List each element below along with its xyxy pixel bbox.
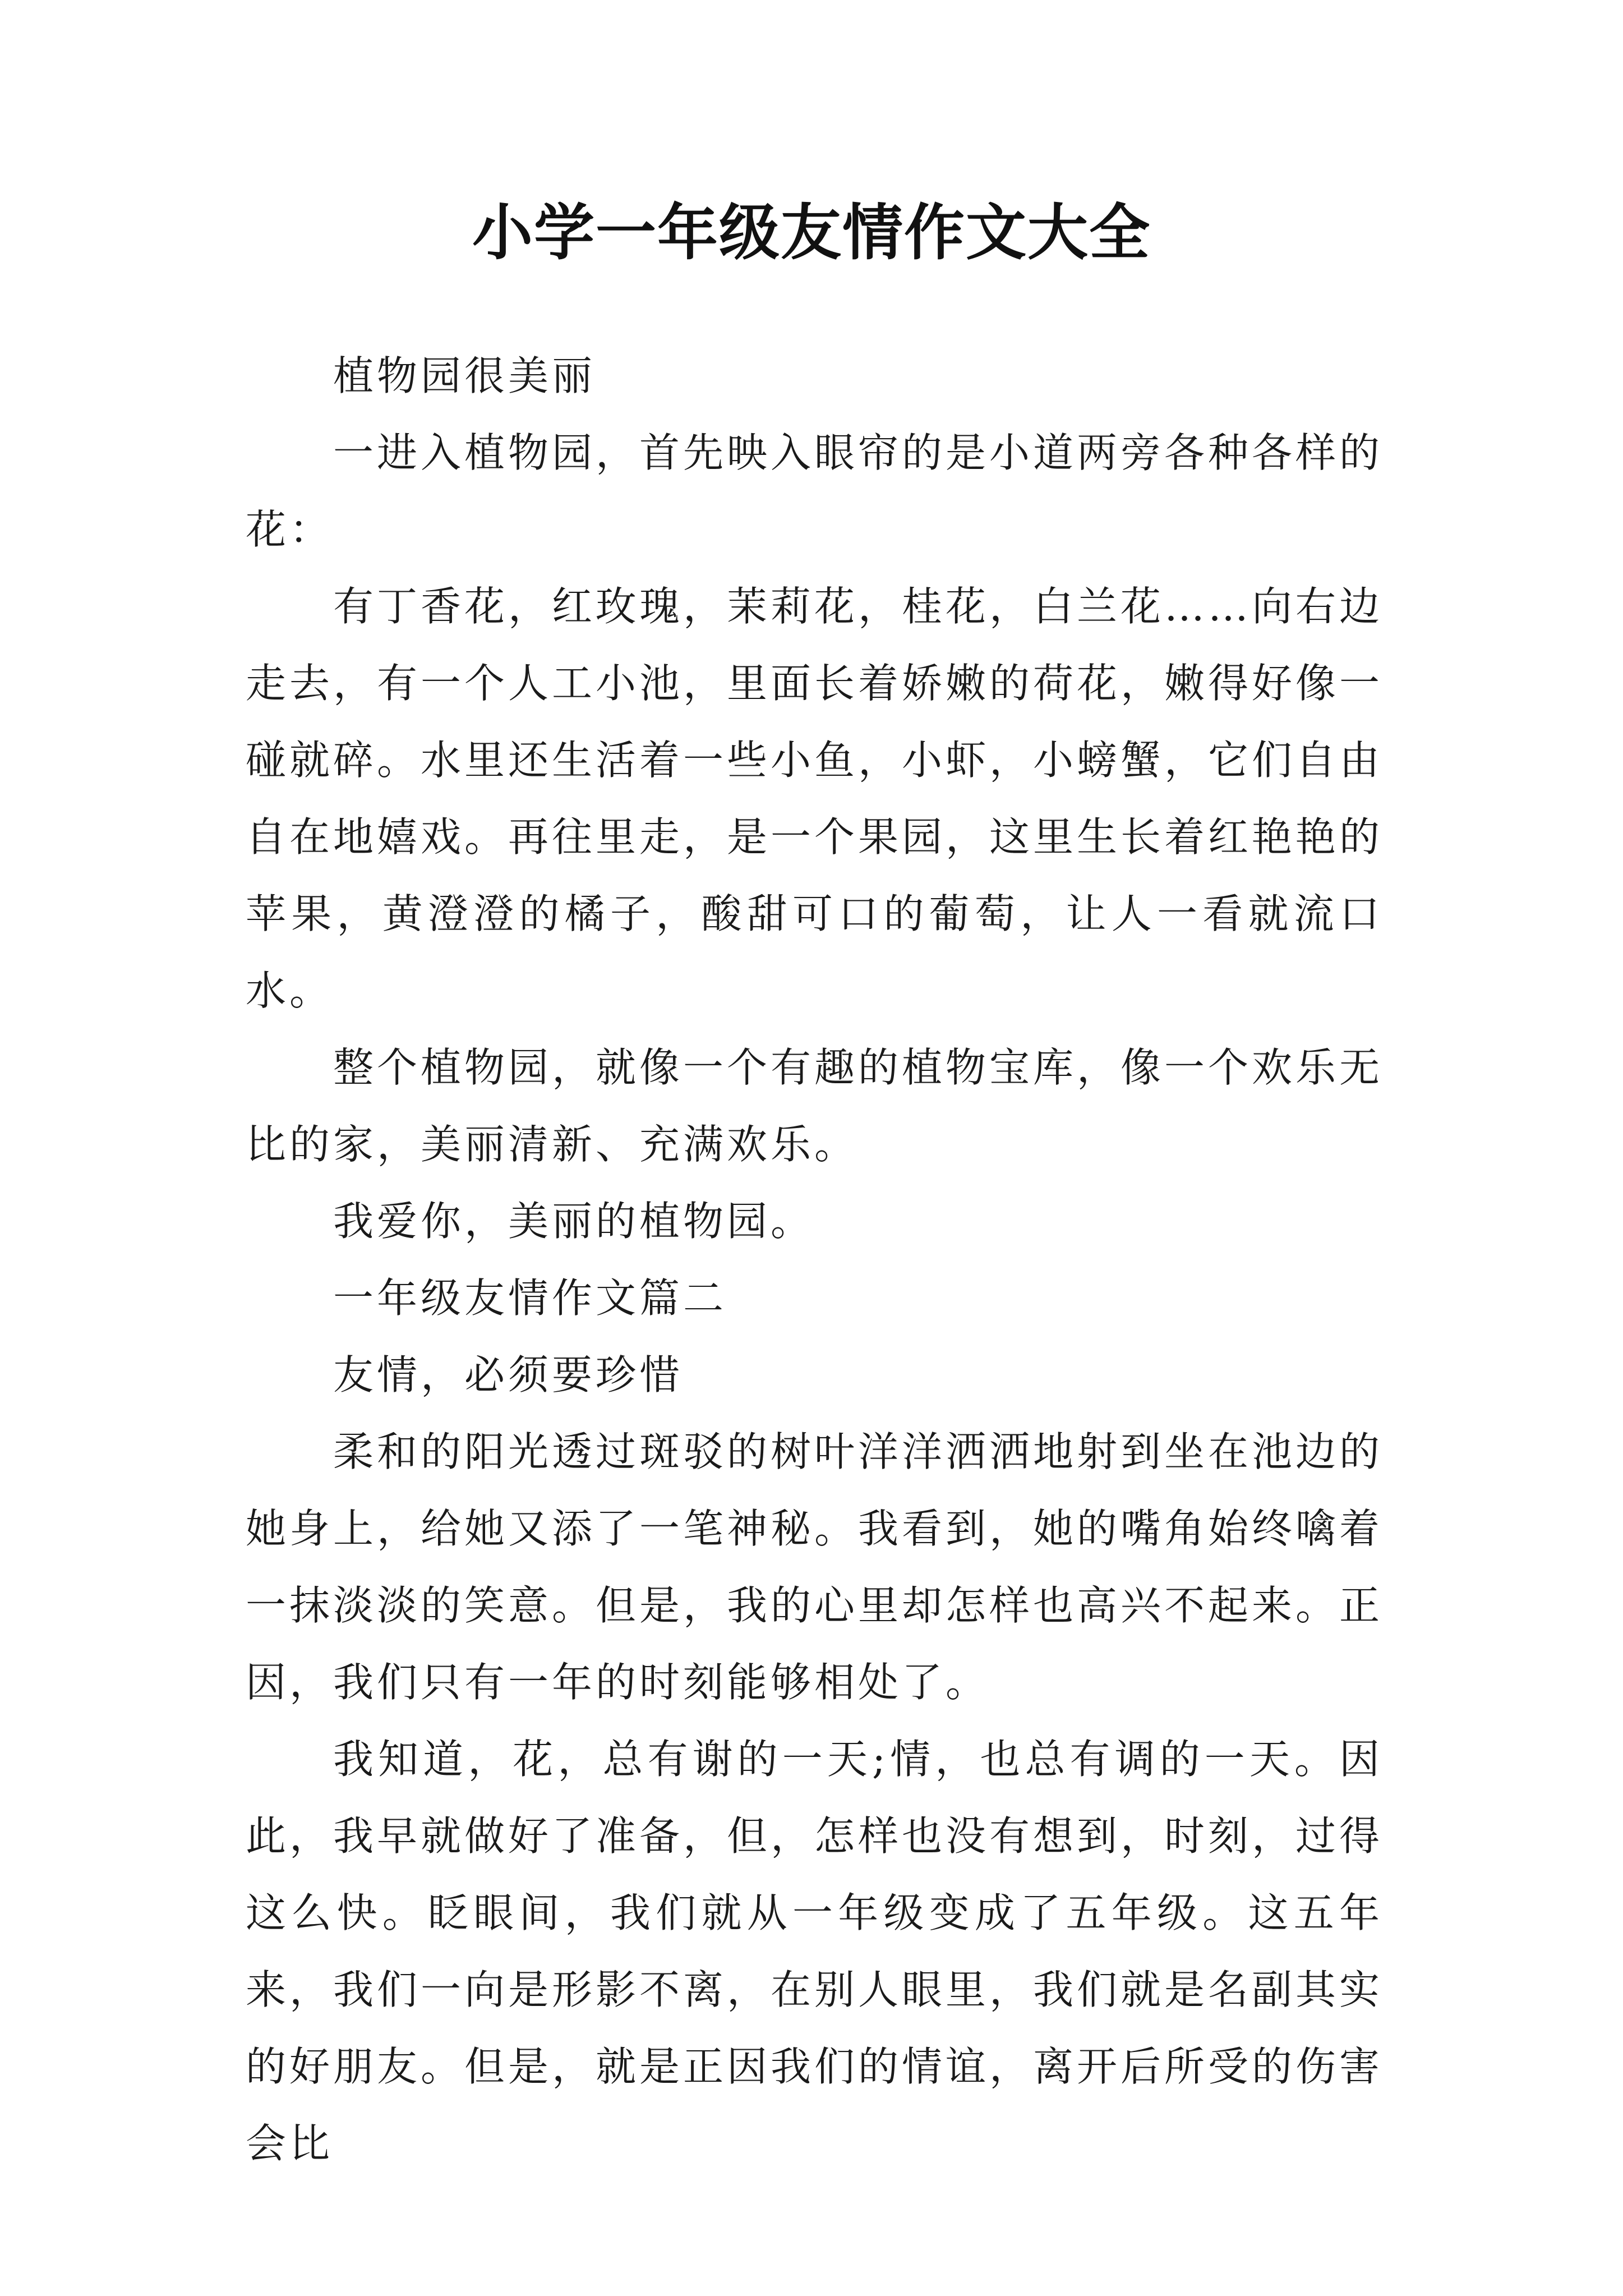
paragraph: 植物园很美丽 [333, 352, 596, 399]
document-body [246, 338, 1383, 2182]
paragraph: 柔和的阳光透过斑驳的树叶洋洋洒洒地射到坐在池边的她身上，给她又添了一笔神秘。我看到，她的嘴角始终噙着一抹淡淡的笑意。但是，我的心里却怎样也高兴不起来。正因，我们只有一年的时刻能够相处了。 [246, 1428, 1384, 1706]
paragraph: 整个植物园，就像一个有趣的植物宝库，像一个欢乐无比的家，美丽清新、充满欢乐。 [246, 1044, 1384, 1168]
paragraph: 我爱你，美丽的植物园。 [333, 1198, 815, 1245]
essay-title: 友情，必须要珍惜 [333, 1351, 684, 1398]
paragraph: 有丁香花，红玫瑰，茉莉花，桂花，白兰花……向右边走去，有一个人工小池，里面长着娇嫩的荷花，嫩得好像一碰就碎。水里还生活着一些小鱼，小虾，小螃蟹，它们自由自在地嬉戏。再往里走，是一个果园，这里生长着红艳艳的苹果，黄澄澄的橘子，酸甜可口的葡萄，让人一看就流口水。 [246, 583, 1384, 1014]
paragraph: 一进入植物园，首先映入眼帘的是小道两旁各种各样的花： [246, 429, 1384, 553]
section-heading: 一年级友情作文篇二 [333, 1274, 727, 1322]
paragraph: 我知道，花，总有谢的一天;情，也总有调的一天。因此，我早就做好了准备，但，怎样也没有想到，时刻，过得这么快。眨眼间，我们就从一年级变成了五年级。这五年来，我们一向是形影不离，在别人眼里，我们就是名副其实的好朋友。但是，就是正因我们的情谊，离开后所受的伤害会比 [246, 1736, 1384, 2167]
document-title: 小学一年级友情作文大全 [472, 197, 1151, 268]
